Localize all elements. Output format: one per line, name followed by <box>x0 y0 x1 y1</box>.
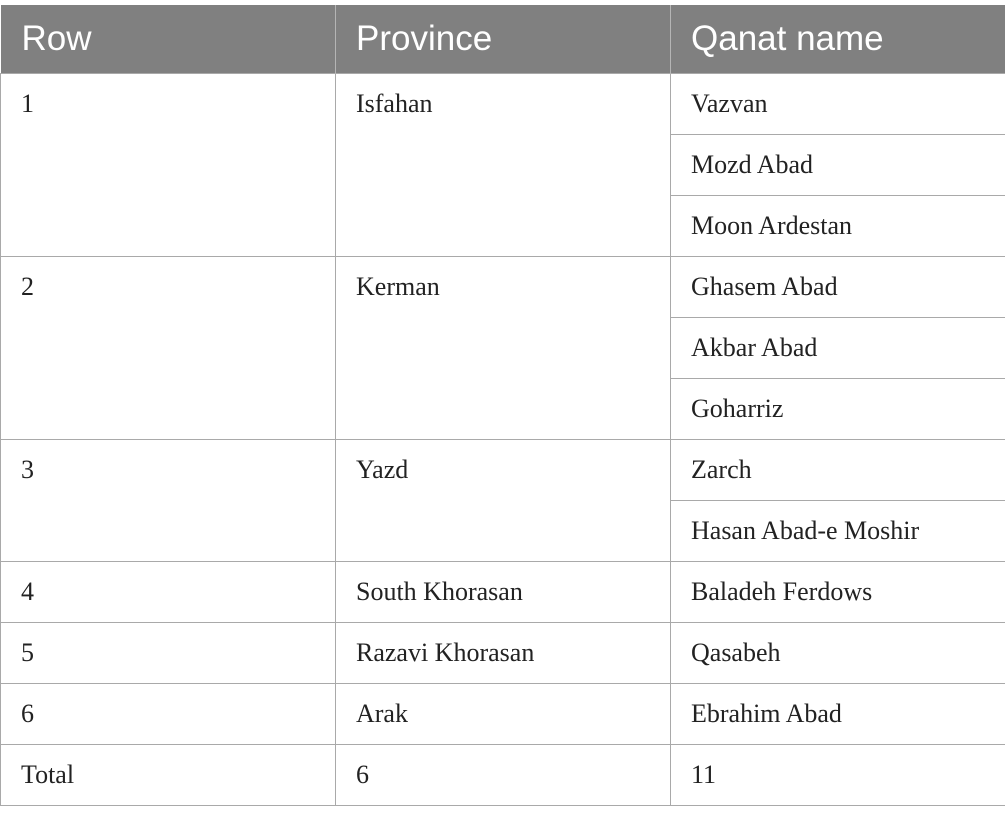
total-label-cell: Total <box>1 744 336 805</box>
qanat-name-cell: Akbar Abad <box>671 317 1005 378</box>
total-qanat-count-cell: 11 <box>671 744 1005 805</box>
row-number-cell: 1 <box>1 73 336 256</box>
total-province-count-cell: 6 <box>336 744 671 805</box>
table-row <box>1 561 1005 622</box>
header-row-label: Row <box>1 5 336 73</box>
table-row <box>1 73 1005 134</box>
qanat-name-cell: Zarch <box>671 439 1005 500</box>
row-number-cell: 3 <box>1 439 336 561</box>
table-row <box>1 439 1005 500</box>
qanat-name-cell: Goharriz <box>671 378 1005 439</box>
qanat-name-cell: Mozd Abad <box>671 134 1005 195</box>
qanat-name-cell: Qasabeh <box>671 622 1005 683</box>
table-row <box>1 256 1005 317</box>
header-row <box>1 5 1005 73</box>
province-cell: Isfahan <box>336 73 671 256</box>
qanat-name-cell: Ebrahim Abad <box>671 683 1005 744</box>
province-cell: Razavi Khorasan <box>336 622 671 683</box>
row-number-cell: 4 <box>1 561 336 622</box>
table-row <box>1 622 1005 683</box>
row-number-cell: 6 <box>1 683 336 744</box>
row-number-cell: 2 <box>1 256 336 439</box>
table-body <box>1 73 1005 805</box>
qanat-name-cell: Baladeh Ferdows <box>671 561 1005 622</box>
header-qanat-name: Qanat name <box>671 5 1005 73</box>
qanat-name-cell: Hasan Abad-e Moshir <box>671 500 1005 561</box>
qanat-name-cell: Vazvan <box>671 73 1005 134</box>
total-row <box>1 744 1005 805</box>
row-number-cell: 5 <box>1 622 336 683</box>
table-row <box>1 683 1005 744</box>
province-cell: Kerman <box>336 256 671 439</box>
qanat-name-cell: Ghasem Abad <box>671 256 1005 317</box>
qanat-table-container <box>0 5 1005 806</box>
table-header <box>1 5 1005 73</box>
province-cell: Yazd <box>336 439 671 561</box>
province-cell: South Khorasan <box>336 561 671 622</box>
qanat-table <box>0 5 1005 806</box>
header-province: Province <box>336 5 671 73</box>
province-cell: Arak <box>336 683 671 744</box>
qanat-name-cell: Moon Ardestan <box>671 195 1005 256</box>
